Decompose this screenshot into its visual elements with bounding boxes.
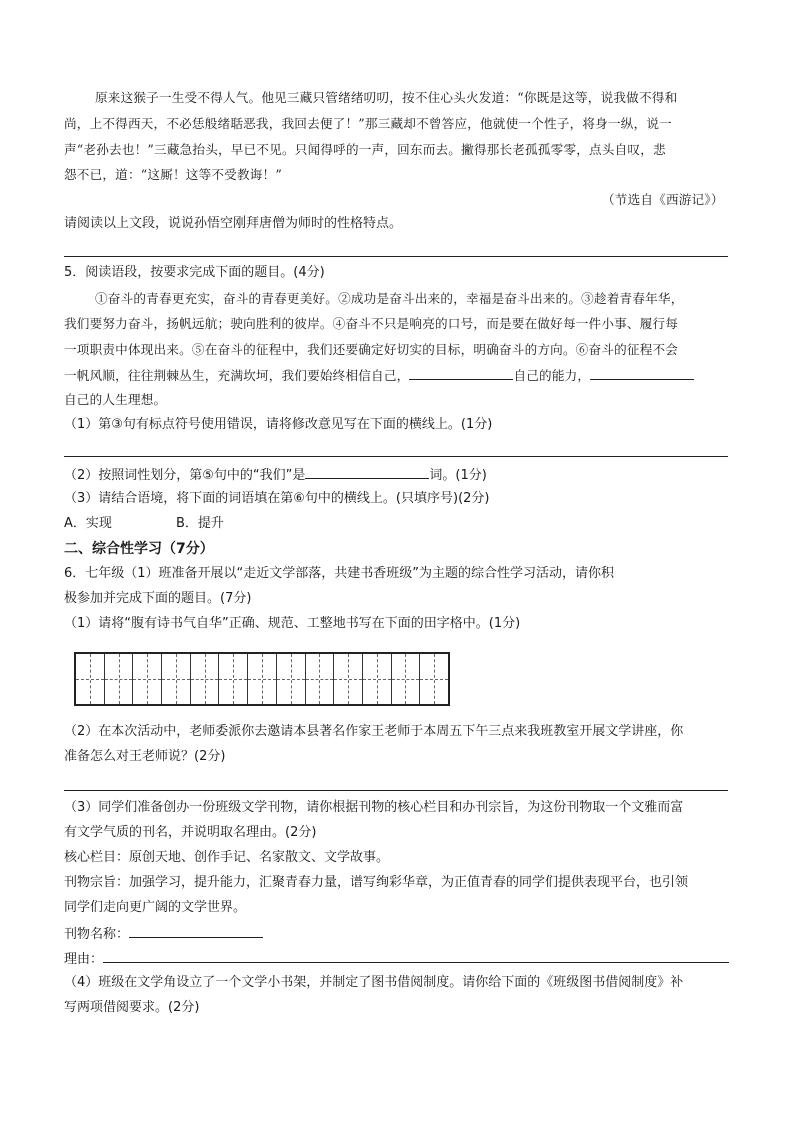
core-columns: 核心栏目：原创天地、创作手记、名家散文、文学故事。: [64, 850, 390, 865]
tianzige-grid[interactable]: [74, 652, 450, 706]
reason-row: [64, 948, 729, 970]
q5-paragraph-line: 我们要努力奋斗，扬帆远航；驶向胜利的彼岸。④奋斗不只是响亮的口号，而是要在做好每一件小事、履行每: [64, 316, 679, 331]
q6-sub4: 写两项借阅要求。(2分): [64, 1000, 200, 1015]
q5-paragraph-line: 一项职责中体现出来。⑤在奋斗的征程中，我们还要确定好切实的目标，明确奋斗的方向。⑥奋斗的征程不会: [64, 342, 679, 357]
grid-cell[interactable]: [248, 654, 277, 704]
purpose: 同学们走向更广阔的文学世界。: [64, 900, 247, 915]
fill-blank-1[interactable]: [409, 365, 513, 380]
q5-paragraph-text: 一帆风顺，往往荆棘丛生，充满坎坷，我们要始终相信自己，: [64, 368, 410, 383]
grid-cell[interactable]: [105, 654, 134, 704]
q6-intro: 6．七年级（1）班准备开展以“走近文学部落，共建书香班级”为主题的综合性学习活动，请你积: [64, 566, 615, 581]
passage-line: 怨不已，道：“这厮！这等不受教诲！”: [64, 167, 282, 182]
q6-intro: 极参加并完成下面的题目。(7分): [64, 591, 252, 606]
q5-sub3: （3）请结合语境，将下面的词语填在第⑥句中的横线上。(只填序号)(2分): [64, 491, 490, 506]
grid-cell[interactable]: [277, 654, 306, 704]
grid-cell[interactable]: [219, 654, 248, 704]
q6-sub2: 准备怎么对王老师说？(2分): [64, 749, 226, 764]
q5-paragraph-line: ①奋斗的青春更充实，奋斗的青春更美好。②成功是奋斗出来的，幸福是奋斗出来的。③趁着青春年华，: [95, 291, 684, 306]
q5-title: 5．阅读语段，按要求完成下面的题目。(4分): [64, 265, 325, 280]
q5-paragraph-line: [64, 365, 694, 386]
q6-sub3: （3）同学们准备创办一份班级文学刊物，请你根据刊物的核心栏目和办刊宗旨，为这份刊物取一个文雅而富: [64, 800, 684, 815]
grid-cell[interactable]: [191, 654, 220, 704]
fill-blank-2[interactable]: [590, 365, 694, 380]
word-class-blank[interactable]: [305, 464, 429, 479]
section-title: 二、综合性学习（7分）: [64, 541, 214, 557]
q5-sub2: [64, 464, 487, 486]
option-a: A．实现: [64, 516, 112, 531]
purpose: 刊物宗旨：加强学习，提升能力，汇聚青春力量，谱写绚彩华章，为正值青春的同学们提供表现平台，也引领: [64, 875, 689, 890]
grid-cell[interactable]: [162, 654, 191, 704]
grid-cell[interactable]: [363, 654, 392, 704]
journal-name-label: 刊物名称：: [64, 927, 130, 942]
q6-sub4: （4）班级在文学角设立了一个文学小书架，并制定了图书借阅制度。请你给下面的《班级图书借阅制度》补: [64, 975, 684, 990]
journal-name-row: [64, 923, 263, 945]
answer-line[interactable]: [64, 456, 728, 457]
q5-sub2-text: （2）按照词性划分，第⑤句中的“我们”是: [64, 468, 306, 483]
journal-name-blank[interactable]: [129, 923, 263, 938]
q5-paragraph-line: 自己的人生理想。: [64, 392, 167, 407]
option-b: B．提升: [176, 516, 224, 531]
grid-cell[interactable]: [392, 654, 421, 704]
q6-sub2: （2）在本次活动中，老师委派你去邀请本县著名作家王老师于本周五下午三点来我班教室开展文学讲座，你: [64, 724, 684, 739]
passage-line: 尚，上不得西天，不必恁般绪聒恶我，我回去便了！”那三藏却不曾答应，他就使一个性子，将身一纵，说一: [64, 116, 672, 131]
reason-label: 理由：: [64, 952, 104, 967]
grid-cell[interactable]: [334, 654, 363, 704]
answer-line[interactable]: [64, 790, 728, 791]
grid-cell[interactable]: [420, 654, 448, 704]
q6-sub3: 有文学气质的刊名，并说明取名理由。(2分): [64, 825, 317, 840]
q5-paragraph-text: 自己的能力，: [513, 368, 591, 383]
passage-line: 原来这猴子一生受不得人气。他见三藏只管绪绪叨叨，按不住心头火发道：“你既是这等，说我做不得和: [95, 90, 678, 105]
passage-source: （节选自《西游记》）: [602, 192, 724, 207]
passage-line: 声“老孙去也！”三藏急抬头，早已不见。只闻得呼的一声，回东而去。撇得那长老孤孤零零，点头自叹，悲: [64, 142, 666, 157]
reason-blank[interactable]: [103, 948, 729, 963]
q5-sub1: （1）第③句有标点符号使用错误，请将修改意见写在下面的横线上。(1分): [64, 417, 493, 432]
grid-cell[interactable]: [76, 654, 105, 704]
grid-cell[interactable]: [306, 654, 335, 704]
q6-sub1: （1）请将“腹有诗书气自华”正确、规范、工整地书写在下面的田字格中。(1分): [64, 616, 521, 631]
answer-line[interactable]: [64, 256, 728, 257]
grid-cell[interactable]: [133, 654, 162, 704]
q5-sub2-text: 词。(1分): [429, 468, 487, 483]
q4-question: 请阅读以上文段，说说孙悟空刚拜唐僧为师时的性格特点。: [64, 216, 403, 231]
